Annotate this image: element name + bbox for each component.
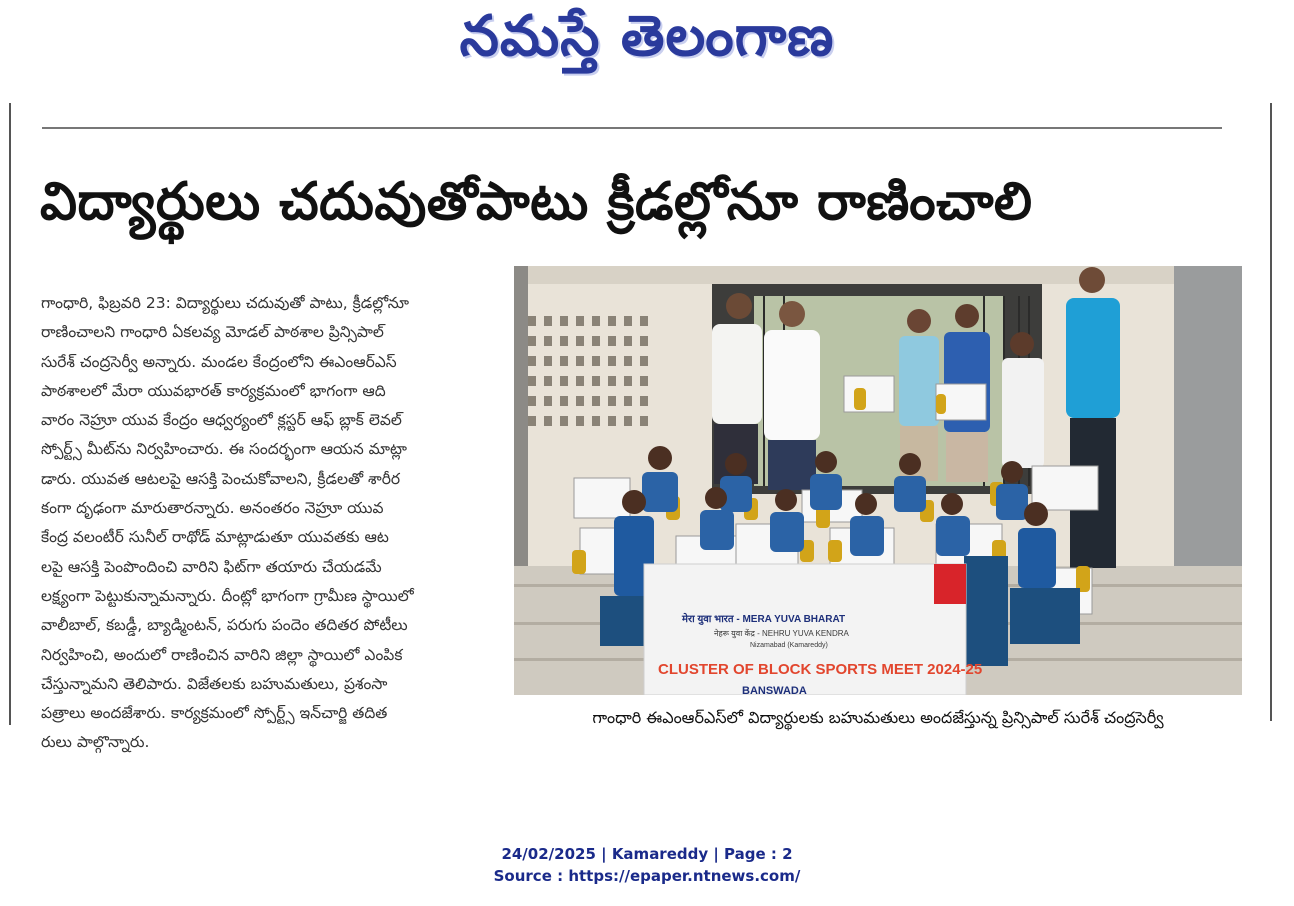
headline-rule [42,127,1222,129]
body-line: వారం నెహ్రూ యువ కేంద్రం ఆధ్వర్యంలో క్లస్టర్ ఆఫ్ బ్లాక్ లెవల్ [41,411,402,430]
newspaper-masthead: నమస్తే తెలంగాణ [459,4,835,69]
body-line: సురేశ్ చంద్రసెర్వీ అన్నారు. మండల కేంద్రంలోని ఈఎంఆర్‌ఎస్ [41,352,397,371]
banner-line3: Nizamabad (Kamareddy) [750,642,828,649]
body-line: పత్రాలు అందజేశారు. కార్యక్రమంలో స్పోర్ట్స్ ఇన్‌చార్జి తదిత [41,704,388,723]
footer-source: Source : https://epaper.ntnews.com/ [493,867,801,885]
clip-border-left [9,103,11,725]
page-footer [0,843,1294,887]
body-line: స్పోర్ట్స్ మీట్‌ను నిర్వహించారు. ఈ సందర్భంగా ఆయన మాట్లా [41,440,407,459]
banner-main: CLUSTER OF BLOCK SPORTS MEET 2024-25 [658,661,983,678]
banner-bottom: BANSWADA [742,685,807,695]
article-photo [514,266,1242,695]
body-line: డారు. యువత ఆటలపై ఆసక్తి పెంచుకోవాలని, క్రీడలతో శారీర [41,469,401,488]
body-line: లపై ఆసక్తి పెంపొందించి వారిని ఫిట్‌గా తయారు చేయడమే [41,557,382,576]
body-line: నిర్వహించి, అందులో రాణించిన వారిని జిల్లా స్థాయిలో ఎంపిక [41,645,403,664]
article-body [41,289,483,758]
body-line: కేంద్ర వలంటీర్ సునీల్ రాథోడ్ మాట్లాడుతూ యువతకు ఆట [41,528,389,547]
banner-line1: मेरा युवा भारत - MERA YUVA BHARAT [682,614,846,625]
body-line: వాలీబాల్, కబడ్డీ, బ్యాడ్మింటన్, పరుగు పందెం తదితర పోటీలు [41,616,408,635]
body-line: రాణించాలని గాంధారి ఏకలవ్య మోడల్ పాఠశాల ప్రిన్సిపాల్ [41,323,384,342]
banner-line2: नेहरू युवा केंद्र - NEHRU YUVA KENDRA [714,629,849,638]
body-line: పాఠశాలలో మేరా యువభారత్ కార్యక్రమంలో భాగంగా ఆది [41,381,386,400]
clip-border-right [1270,103,1272,721]
body-line: చేస్తున్నామని తెలిపారు. విజేతలకు బహుమతులు, ప్రశంసా [41,674,388,693]
body-line: కంగా దృఢంగా మారుతారన్నారు. అనంతరం నెహ్రూ యువ [41,499,384,518]
body-line: లక్ష్యంగా పెట్టుకున్నామన్నారు. దీంట్లో భాగంగా గ్రామీణ స్థాయిలో [41,586,414,605]
footer-date-edition: 24/02/2025 | Kamareddy | Page : 2 [501,845,793,863]
photo-caption: గాంధారి ఈఎంఆర్‌ఎస్‌లో విద్యార్థులకు బహుమతులు అందజేస్తున్న ప్రిన్సిపాల్ సురేశ్ చంద్రసెర్వీ [592,708,1164,727]
body-line: రులు పాల్గొన్నారు. [41,733,150,752]
body-line: గాంధారి, ఫిబ్రవరి 23: విద్యార్థులు చదువుతో పాటు, క్రీడల్లోనూ [41,294,409,312]
article-headline: విద్యార్థులు చదువుతోపాటు క్రీడల్లోనూ రాణించాలి [40,172,1033,232]
